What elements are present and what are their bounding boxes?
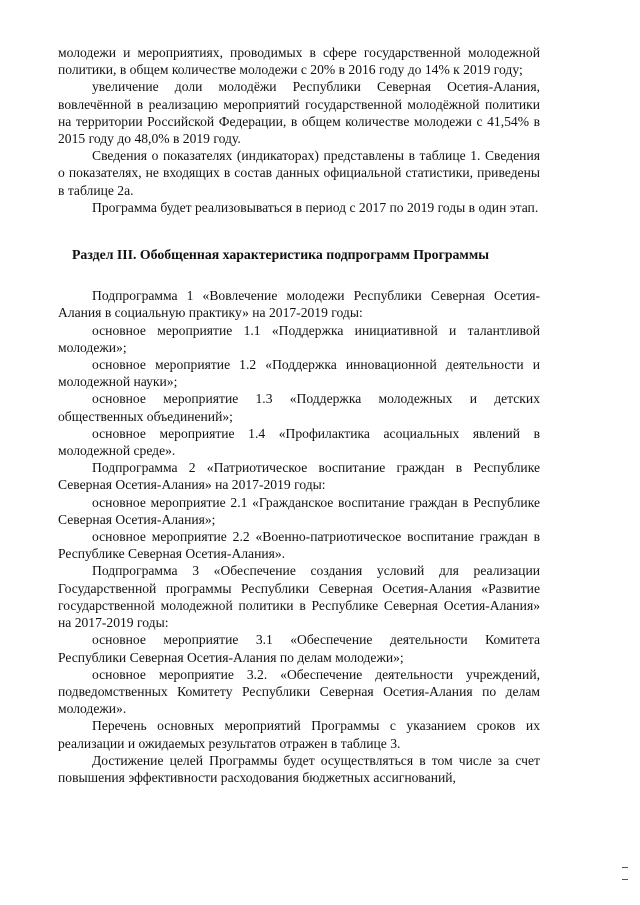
paragraph: основное мероприятие 1.4 «Профилактика асоциальных явлений в молодежной среде». [58,425,540,459]
paragraph: Сведения о показателях (индикаторах) представлены в таблице 1. Сведения о показателях, не входящих в состав данных официальной статистики, приведены в таблице 2а. [58,148,540,198]
paragraph: основное мероприятие 3.2. «Обеспечение деятельности учреждений, подведомственных Комитету Республики Северная Осетия-Алания по делам молодежи». [58,666,540,717]
paragraph: молодежи и мероприятиях, проводимых в сфере государственной молодежной политики, в общем количестве молодежи с 20% в 2016 году до 14% к 2019 году; [58,45,540,78]
paragraph: Подпрограмма 3 «Обеспечение создания условий для реализации Государственной программы Республики Северная Осетия-Алания «Развитие государственной молодежной политики в Республике Северная Осетия-Алания» на 2017-2019 годы: [58,563,540,631]
paragraph: основное мероприятие 3.1 «Обеспечение деятельности Комитета Республики Северная Осетия-Алания по делам молодежи»; [58,632,540,665]
paragraph: основное мероприятие 2.1 «Гражданское воспитание граждан в Республике Северная Осетия-Алания»; [58,494,540,527]
paragraph: Подпрограмма 1 «Вовлечение молодежи Республики Северная Осетия-Алания в социальную практику» на 2017-2019 годы: [58,288,540,321]
paragraph: Подпрограмма 2 «Патриотическое воспитание граждан в Республике Северная Осетия-Алания» на 2017-2019 годы: [58,460,540,493]
paragraph: основное мероприятие 1.3 «Поддержка молодежных и детских общественных объединений»; [58,391,540,424]
paragraph: основное мероприятие 1.2 «Поддержка инновационной деятельности и молодежной науки»; [58,357,540,390]
paragraph: Достижение целей Программы будет осуществляться в том числе за счет повышения эффективности расходования бюджетных ассигнований, [58,752,540,785]
paragraph: Перечень основных мероприятий Программы с указанием сроков их реализации и ожидаемых результатов отражен в таблице 3. [58,718,540,751]
paragraph: основное мероприятие 1.1 «Поддержка инициативной и талантливой молодежи»; [58,322,540,355]
paragraph: увеличение доли молодёжи Республики Северная Осетия-Алания, вовлечённой в реализацию мероприятий государственной молодёжной политики на территории Российской Федерации, в общем количестве молодежи с 41,54% в 2015 году до 48,0% в 2019 году. [58,79,540,147]
paragraph: основное мероприятие 2.2 «Военно-патриотическое воспитание граждан в Республике Северная Осетия-Алания». [58,529,540,562]
section-heading: Раздел III. Обобщенная характеристика подпрограмм Программы [72,247,489,263]
paragraph: Программа будет реализовываться в период с 2017 по 2019 годы в один этап. [92,199,539,215]
scan-edge-marks [622,867,632,887]
